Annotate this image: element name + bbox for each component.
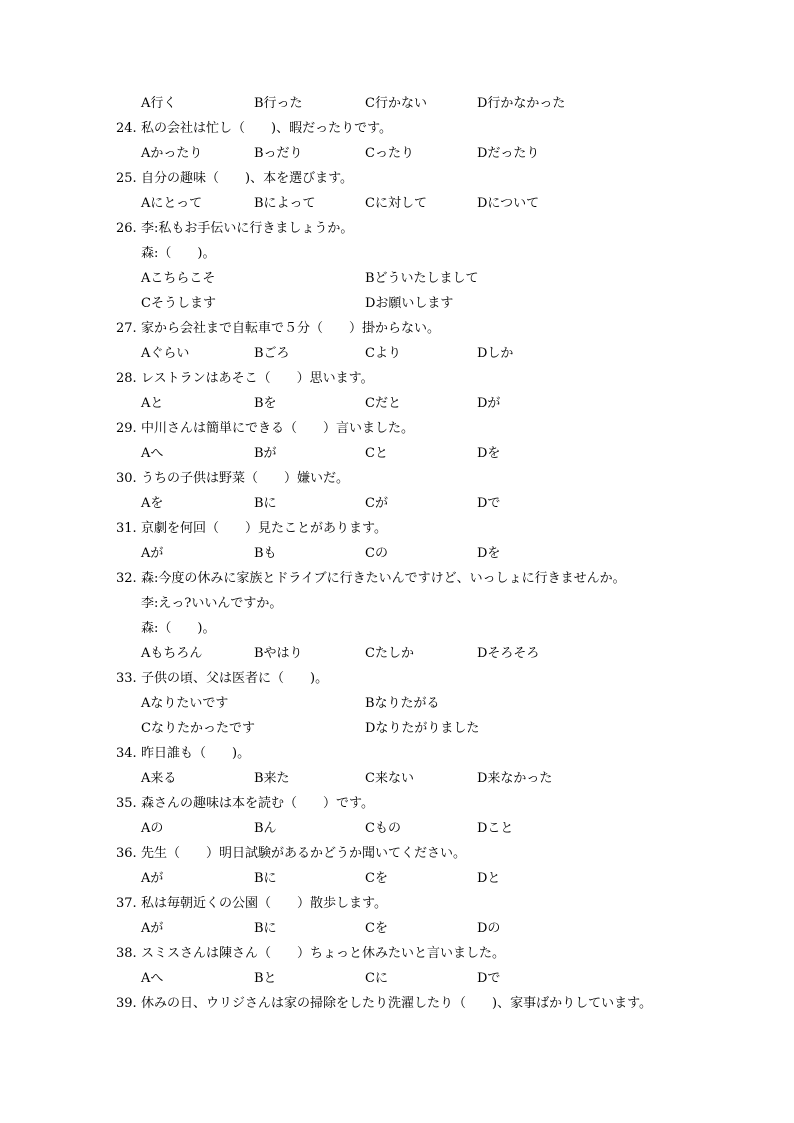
option-c: Cが [365,496,388,511]
question-number: 36. [116,846,137,861]
options-line [0,542,794,566]
question-text: 先生（ ）明日試験があるかどうか聞いてください。 [141,846,467,861]
option-d: D来なかった [477,771,553,786]
question-line [0,742,794,766]
question-text: 私の会社は忙し（ )、暇だったりです。 [141,121,393,136]
question-number: 25. [116,171,137,186]
question-text: 李:私もお手伝いに行きましょうか。 [141,221,354,236]
option-a: Aへ [141,971,164,986]
options-line [0,92,794,116]
options-line [0,392,794,416]
options-line [0,192,794,216]
option-c: Cったり [365,146,414,161]
option-d: Dを [477,546,501,561]
question-text: 森:今度の休みに家族とドライブに行きたいんですけど、いっしょに行きませんか。 [141,571,626,586]
option-b: Bに [254,921,277,936]
question-text: 中川さんは簡単にできる（ ）言いました。 [141,421,415,436]
option-b: Bごろ [254,346,290,361]
question-line [0,367,794,391]
option-b: B行った [254,96,303,111]
option-c: Cたしか [365,646,414,661]
options-line [0,292,794,316]
options-line [0,492,794,516]
question-number: 38. [116,946,137,961]
options-line [0,967,794,991]
option-d: Dを [477,446,501,461]
option-left: Cそうします [141,296,216,311]
question-line [0,167,794,191]
option-d: Dこと [477,821,514,836]
dialogue-line [0,592,794,616]
option-b: Bん [254,821,277,836]
option-c: Cだと [365,396,401,411]
question-line [0,117,794,141]
options-line [0,717,794,741]
question-line [0,217,794,241]
option-right: Bどういたしまして [365,271,479,286]
option-a: Aと [141,396,164,411]
question-number: 27. [116,321,137,336]
options-line [0,867,794,891]
question-number: 32. [116,571,137,586]
dialogue-text: 森:（ )。 [141,246,216,261]
question-number: 28. [116,371,137,386]
question-text: レストランはあそこ（ ）思います。 [141,371,374,386]
option-b: Bに [254,871,277,886]
dialogue-line [0,617,794,641]
option-c: Cの [365,546,388,561]
option-b: Bと [254,971,277,986]
option-right: Dなりたがりました [365,721,480,736]
option-c: Cもの [365,821,401,836]
option-left: Aなりたいです [141,696,229,711]
option-c: Cに [365,971,388,986]
option-c: Cより [365,346,401,361]
question-number: 37. [116,896,137,911]
question-text: 私は毎朝近くの公園（ ）散歩します。 [141,896,387,911]
option-a: Aへ [141,446,164,461]
option-d: D行かなかった [477,96,566,111]
question-text: 休みの日、ウリジさんは家の掃除をしたり洗濯したり（ )、家事ばかりしています。 [141,996,653,1011]
options-line [0,642,794,666]
option-d: Dだったり [477,146,540,161]
question-number: 31. [116,521,137,536]
option-a: Aが [141,871,164,886]
question-number: 29. [116,421,137,436]
option-d: Dについて [477,196,540,211]
option-c: C行かない [365,96,427,111]
question-line [0,892,794,916]
option-d: Dで [477,971,501,986]
option-d: Dと [477,871,501,886]
option-a: Aを [141,496,164,511]
question-number: 39. [116,996,137,1011]
option-right: Bなりたがる [365,696,440,711]
options-line [0,442,794,466]
option-b: Bっだり [254,146,303,161]
option-a: Aぐらい [141,346,190,361]
option-b: Bに [254,496,277,511]
options-line [0,142,794,166]
options-line [0,692,794,716]
option-c: Cに対して [365,196,427,211]
option-d: Dしか [477,346,514,361]
question-text: スミスさんは陳さん（ ）ちょっと休みたいと言いました。 [141,946,506,961]
option-a: A行く [141,96,177,111]
question-number: 30. [116,471,137,486]
question-line [0,992,794,1016]
option-d: Dそろそろ [477,646,540,661]
question-line [0,842,794,866]
question-text: 京劇を何回（ ）見たことがあります。 [141,521,387,536]
option-c: C来ない [365,771,414,786]
option-a: Aが [141,921,164,936]
options-line [0,917,794,941]
question-text: 子供の頃、父は医者に（ )。 [141,671,329,686]
option-b: Bが [254,446,277,461]
option-b: Bも [254,546,277,561]
option-b: Bによって [254,196,316,211]
option-a: Aかったり [141,146,203,161]
option-c: Cを [365,921,388,936]
option-d: Dの [477,921,501,936]
options-line [0,817,794,841]
dialogue-text: 森:（ )。 [141,621,216,636]
question-number: 34. [116,746,137,761]
question-number: 35. [116,796,137,811]
question-text: 昨日誰も（ )。 [141,746,251,761]
option-left: Cなりたかったです [141,721,255,736]
dialogue-line [0,242,794,266]
question-number: 24. [116,121,137,136]
option-c: Cを [365,871,388,886]
options-line [0,342,794,366]
option-a: Aの [141,821,164,836]
option-d: Dが [477,396,501,411]
question-number: 33. [116,671,137,686]
question-number: 26. [116,221,137,236]
question-line [0,417,794,441]
question-line [0,517,794,541]
question-text: 家から会社まで自転車で５分（ ）掛からない。 [141,321,441,336]
question-line [0,942,794,966]
question-line [0,567,794,591]
option-c: Cと [365,446,388,461]
option-b: B来た [254,771,290,786]
dialogue-text: 李:えっ?いいんですか。 [141,596,283,611]
options-line [0,267,794,291]
option-b: Bを [254,396,277,411]
option-a: Aが [141,546,164,561]
option-a: Aもちろん [141,646,203,661]
option-right: Dお願いします [365,296,454,311]
option-a: Aにとって [141,196,203,211]
option-left: Aこちらこそ [141,271,216,286]
question-line [0,467,794,491]
question-line [0,667,794,691]
question-line [0,792,794,816]
options-line [0,767,794,791]
question-text: 森さんの趣味は本を読む（ ）です。 [141,796,374,811]
question-text: うちの子供は野菜（ ）嫌いだ。 [141,471,350,486]
option-a: A来る [141,771,177,786]
option-d: Dで [477,496,501,511]
question-line [0,317,794,341]
option-b: Bやはり [254,646,303,661]
question-text: 自分の趣味（ )、本を選びます。 [141,171,354,186]
